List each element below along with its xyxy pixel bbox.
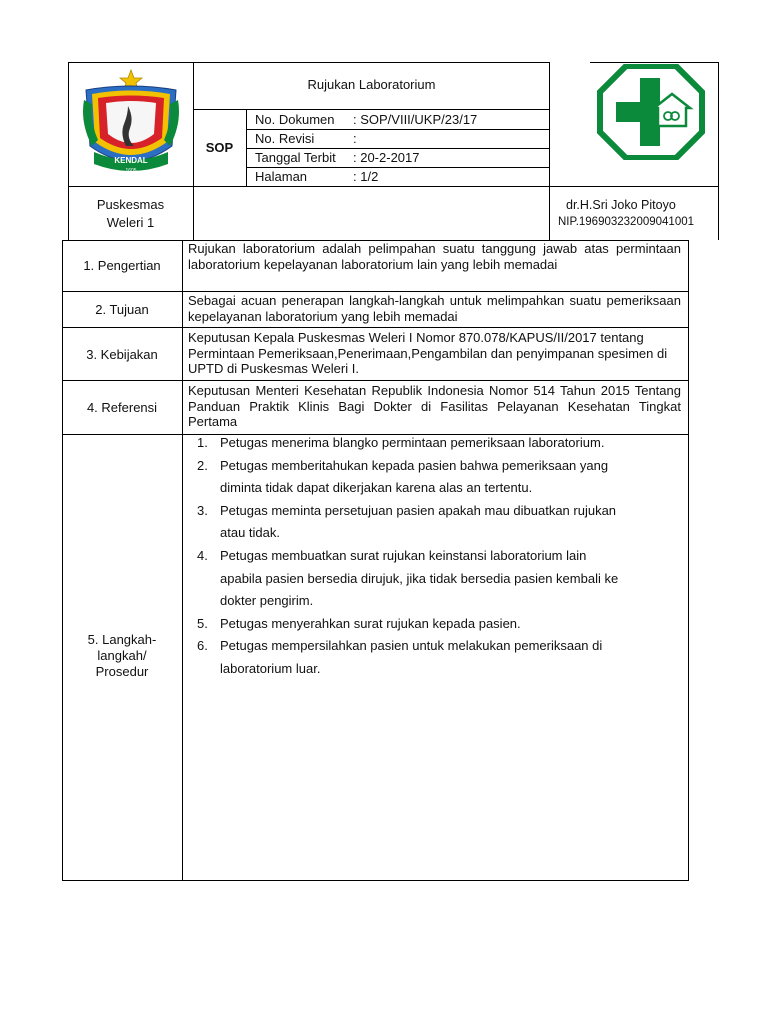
signer-name: dr.H.Sri Joko Pitoyo: [566, 198, 676, 212]
procedure-step: [183, 635, 683, 680]
org-name-line1: Puskesmas: [96, 197, 165, 212]
row-line-3: [62, 380, 689, 381]
crest-text: KENDAL: [114, 156, 148, 165]
step-number: 5.: [197, 615, 208, 631]
header-top-border-right: [590, 62, 718, 63]
step-line: dokter pengirim.: [220, 593, 314, 609]
header-mid-line: [68, 186, 719, 187]
row-label-kebijakan: 3. Kebijakan: [86, 347, 158, 362]
step-number: 2.: [197, 457, 208, 473]
step-line: diminta tidak dapat dikerjakan karena alas an tertentu.: [220, 480, 533, 496]
meta-revision-label: No. Revisi: [255, 131, 315, 146]
step-line: Petugas menerima blangko permintaan pemeriksaan laboratorium.: [220, 435, 605, 450]
step-line: apabila pasien bersedia dirujuk, jika tidak bersedia pasien kembali ke: [220, 570, 619, 586]
org-name: [68, 196, 193, 232]
org-name-line2: Weleri 1: [106, 215, 155, 230]
body-right-border: [688, 240, 689, 881]
row-content-tujuan: Sebagai acuan penerapan langkah-langkah untuk melimpahkan suatu pemeriksaan kepelayanan laboratorium yang lebih memadai: [188, 293, 681, 324]
sop-label: SOP: [205, 140, 234, 155]
prosedur-label-line2: langkah/: [97, 648, 147, 663]
step-number: 1.: [197, 435, 208, 450]
row-label-pengertian: 1. Pengertian: [83, 258, 161, 273]
meta-page-value: : 1/2: [353, 169, 379, 184]
page-title: Rujukan Laboratorium: [307, 77, 436, 92]
meta-doc-number-value: : SOP/VIII/UKP/23/17: [353, 112, 478, 127]
step-line: Petugas memberitahukan kepada pasien bahwa pemeriksaan yang: [220, 457, 609, 473]
row-label-prosedur: [62, 632, 182, 680]
body-left-border: [62, 240, 63, 881]
header-right-border: [718, 62, 719, 240]
row-content-kebijakan: Keputusan Kepala Puskesmas Weleri I Nomor 870.078/KAPUS/II/2017 tentang Permintaan Pemeriksaan,Penerimaan,Pengambilan dan penyimpanan spesimen di UPTD di Puskesmas Weleri I.: [188, 330, 668, 376]
procedure-step: [183, 545, 683, 613]
step-line: laboratorium luar.: [220, 660, 321, 676]
step-line: Petugas menyerahkan surat rujukan kepada pasien.: [220, 615, 521, 631]
meta-line-2: [246, 148, 550, 149]
step-line: Petugas meminta persetujuan pasien apakah mau dibuatkan rujukan: [220, 502, 617, 518]
signer-nip: NIP.196903232009041001: [558, 216, 695, 228]
kendal-crest-logo: [76, 68, 186, 180]
procedure-step: [183, 613, 683, 636]
crest-year: 1605: [125, 168, 137, 174]
step-line: Petugas membuatkan surat rujukan keinstansi laboratorium lain: [220, 547, 587, 563]
meta-date-value: : 20-2-2017: [353, 150, 420, 165]
meta-doc-number-label: No. Dokumen: [255, 112, 335, 127]
header-top-border: [68, 62, 550, 63]
step-line: atau tidak.: [220, 525, 280, 541]
meta-revision-value: :: [353, 131, 357, 146]
prosedur-label-line3: Prosedur: [95, 664, 149, 679]
puskesmas-logo: [596, 64, 706, 160]
row-line-2: [62, 327, 689, 328]
prosedur-label-line1: 5. Langkah-: [87, 632, 157, 647]
procedure-step: [183, 432, 683, 455]
procedure-step: [183, 500, 683, 545]
meta-line-1: [246, 129, 550, 130]
meta-line-3: [246, 167, 550, 168]
step-number: 6.: [197, 638, 208, 654]
row-label-referensi: 4. Referensi: [86, 400, 158, 415]
step-line: Petugas mempersilahkan pasien untuk melakukan pemeriksaan di: [220, 638, 603, 654]
meta-date-label: Tanggal Terbit: [255, 150, 336, 165]
row-content-pengertian: Rujukan laboratorium adalah pelimpahan suatu tanggung jawab atas permintaan laboratorium kepelayanan laboratorium lain yang lebih memadai: [188, 241, 681, 272]
row-label-tujuan: 2. Tujuan: [95, 302, 149, 317]
procedure-step: [183, 455, 683, 500]
row-content-referensi: Keputusan Menteri Kesehatan Republik Indonesia Nomor 514 Tahun 2015 Tentang Panduan Praktik Klinis Bagi Dokter di Fasilitas Pelayanan Kesehatan Tingkat Pertama: [188, 383, 681, 429]
body-bottom-border: [62, 880, 689, 881]
meta-page-label: Halaman: [255, 169, 308, 184]
row-line-1: [62, 291, 689, 292]
procedure-steps: [183, 432, 683, 681]
step-number: 4.: [197, 547, 208, 563]
step-number: 3.: [197, 502, 208, 518]
